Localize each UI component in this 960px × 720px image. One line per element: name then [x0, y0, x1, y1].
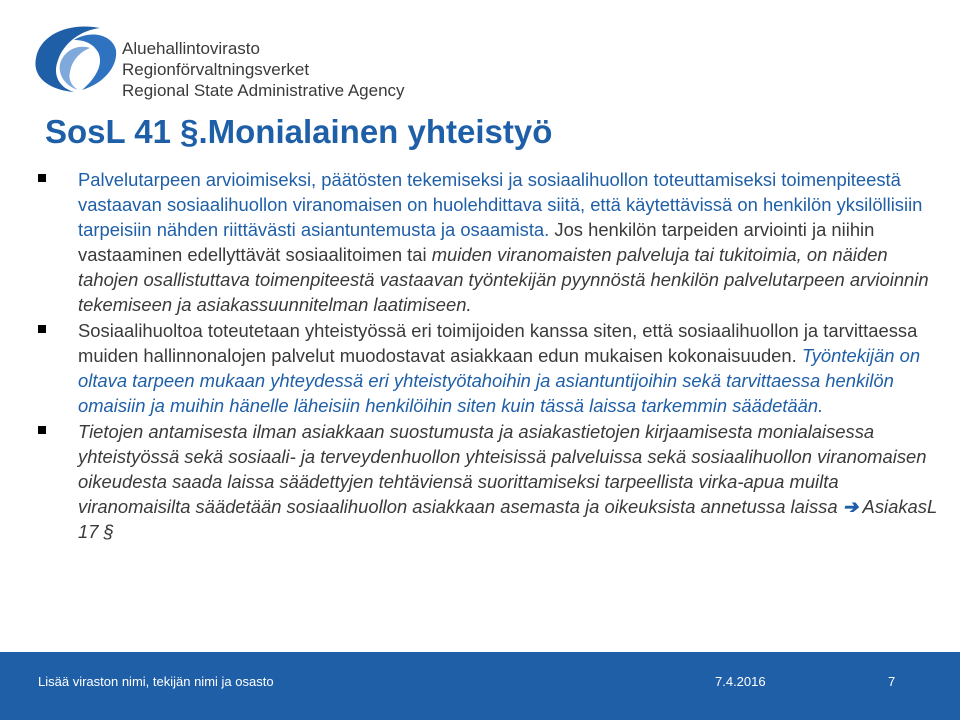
bullet3-text: Tietojen antamisesta ilman asiakkaan suostumusta ja asiakastietojen kirjaamisesta monialaisessa yhteistyössä sekä sosiaali- ja terveydenhuollon yhteisissä palveluissa sekä sosiaalihuollon viranomaisen oikeudesta saada laissa säädettyjen tehtäviensä suorittamiseksi tarpeellista virka-apua muilta viranomaisilta säädetään sosiaalihuollon asiakkaan asemasta ja oikeuksista annetussa laissa [78, 421, 927, 517]
square-bullet-icon [38, 426, 46, 434]
page-number: 7 [888, 674, 896, 689]
agency-name-sv: Regionförvaltningsverket [122, 60, 310, 79]
bullet2-text-b: Työntekijän on oltava tarpeen mukaan yhteydessä eri yhteistyötahoihin ja asiantuntijoihin sekä tarvittaessa henkilön omaisiin ja muihin hänelle läheisiin henkilöihin siten kuin tässä laissa tarkemmin säädetään. [78, 345, 921, 416]
agency-logo-icon [30, 20, 118, 94]
footer-author: Lisää viraston nimi, tekijän nimi ja osasto [38, 674, 274, 689]
bullet-item-2 [38, 318, 938, 418]
slide-body [38, 167, 938, 545]
law-reference: AsiakasL 17 § [78, 496, 937, 542]
bullet-item-1 [38, 167, 938, 317]
square-bullet-icon [38, 174, 46, 182]
bullet1-text-b: Jos henkilön tarpeiden arviointi ja niihin vastaaminen edellyttävät sosiaalitoimen tai [78, 219, 875, 265]
bullet-item-3 [38, 419, 938, 544]
bullet2-text-a: Sosiaalihuoltoa toteutetaan yhteistyössä eri toimijoiden kanssa siten, että sosiaalihuollon ja tarvittaessa muiden hallinnonalojen palvelut muodostavat asiakkaan edun mukaisen kokonaisuuden. [78, 320, 918, 366]
bullet1-text-a: Palvelutarpeen arvioimiseksi, päätösten tekemiseksi ja sosiaalihuollon toteuttamiseksi toimenpiteestä vastaavan sosiaalihuollon viranomaisen on huolehdittava siitä, että käytettävissä on henkilön yksilöllisiin tarpeisiin nähden riittävästi asiantuntemusta ja osaamista. [78, 169, 923, 240]
agency-name-en: Regional State Administrative Agency [122, 81, 405, 100]
bullet1-text-c: muiden viranomaisten palveluja tai tukitoimia, on näiden tahojen osallistuttava toimenpiteestä vastaavan työntekijän pyynnöstä henkilön palvelutarpeen arvioinnin tekemiseen ja asiakassuunnitelman laatimiseen. [78, 244, 929, 315]
agency-name-block [122, 38, 405, 101]
footer-date: 7.4.2016 [715, 674, 766, 689]
agency-name-fi: Aluehallintovirasto [122, 39, 260, 58]
right-arrow-icon: ➔ [842, 496, 859, 517]
square-bullet-icon [38, 325, 46, 333]
slide-title: SosL 41 §.Monialainen yhteistyö [45, 113, 553, 150]
